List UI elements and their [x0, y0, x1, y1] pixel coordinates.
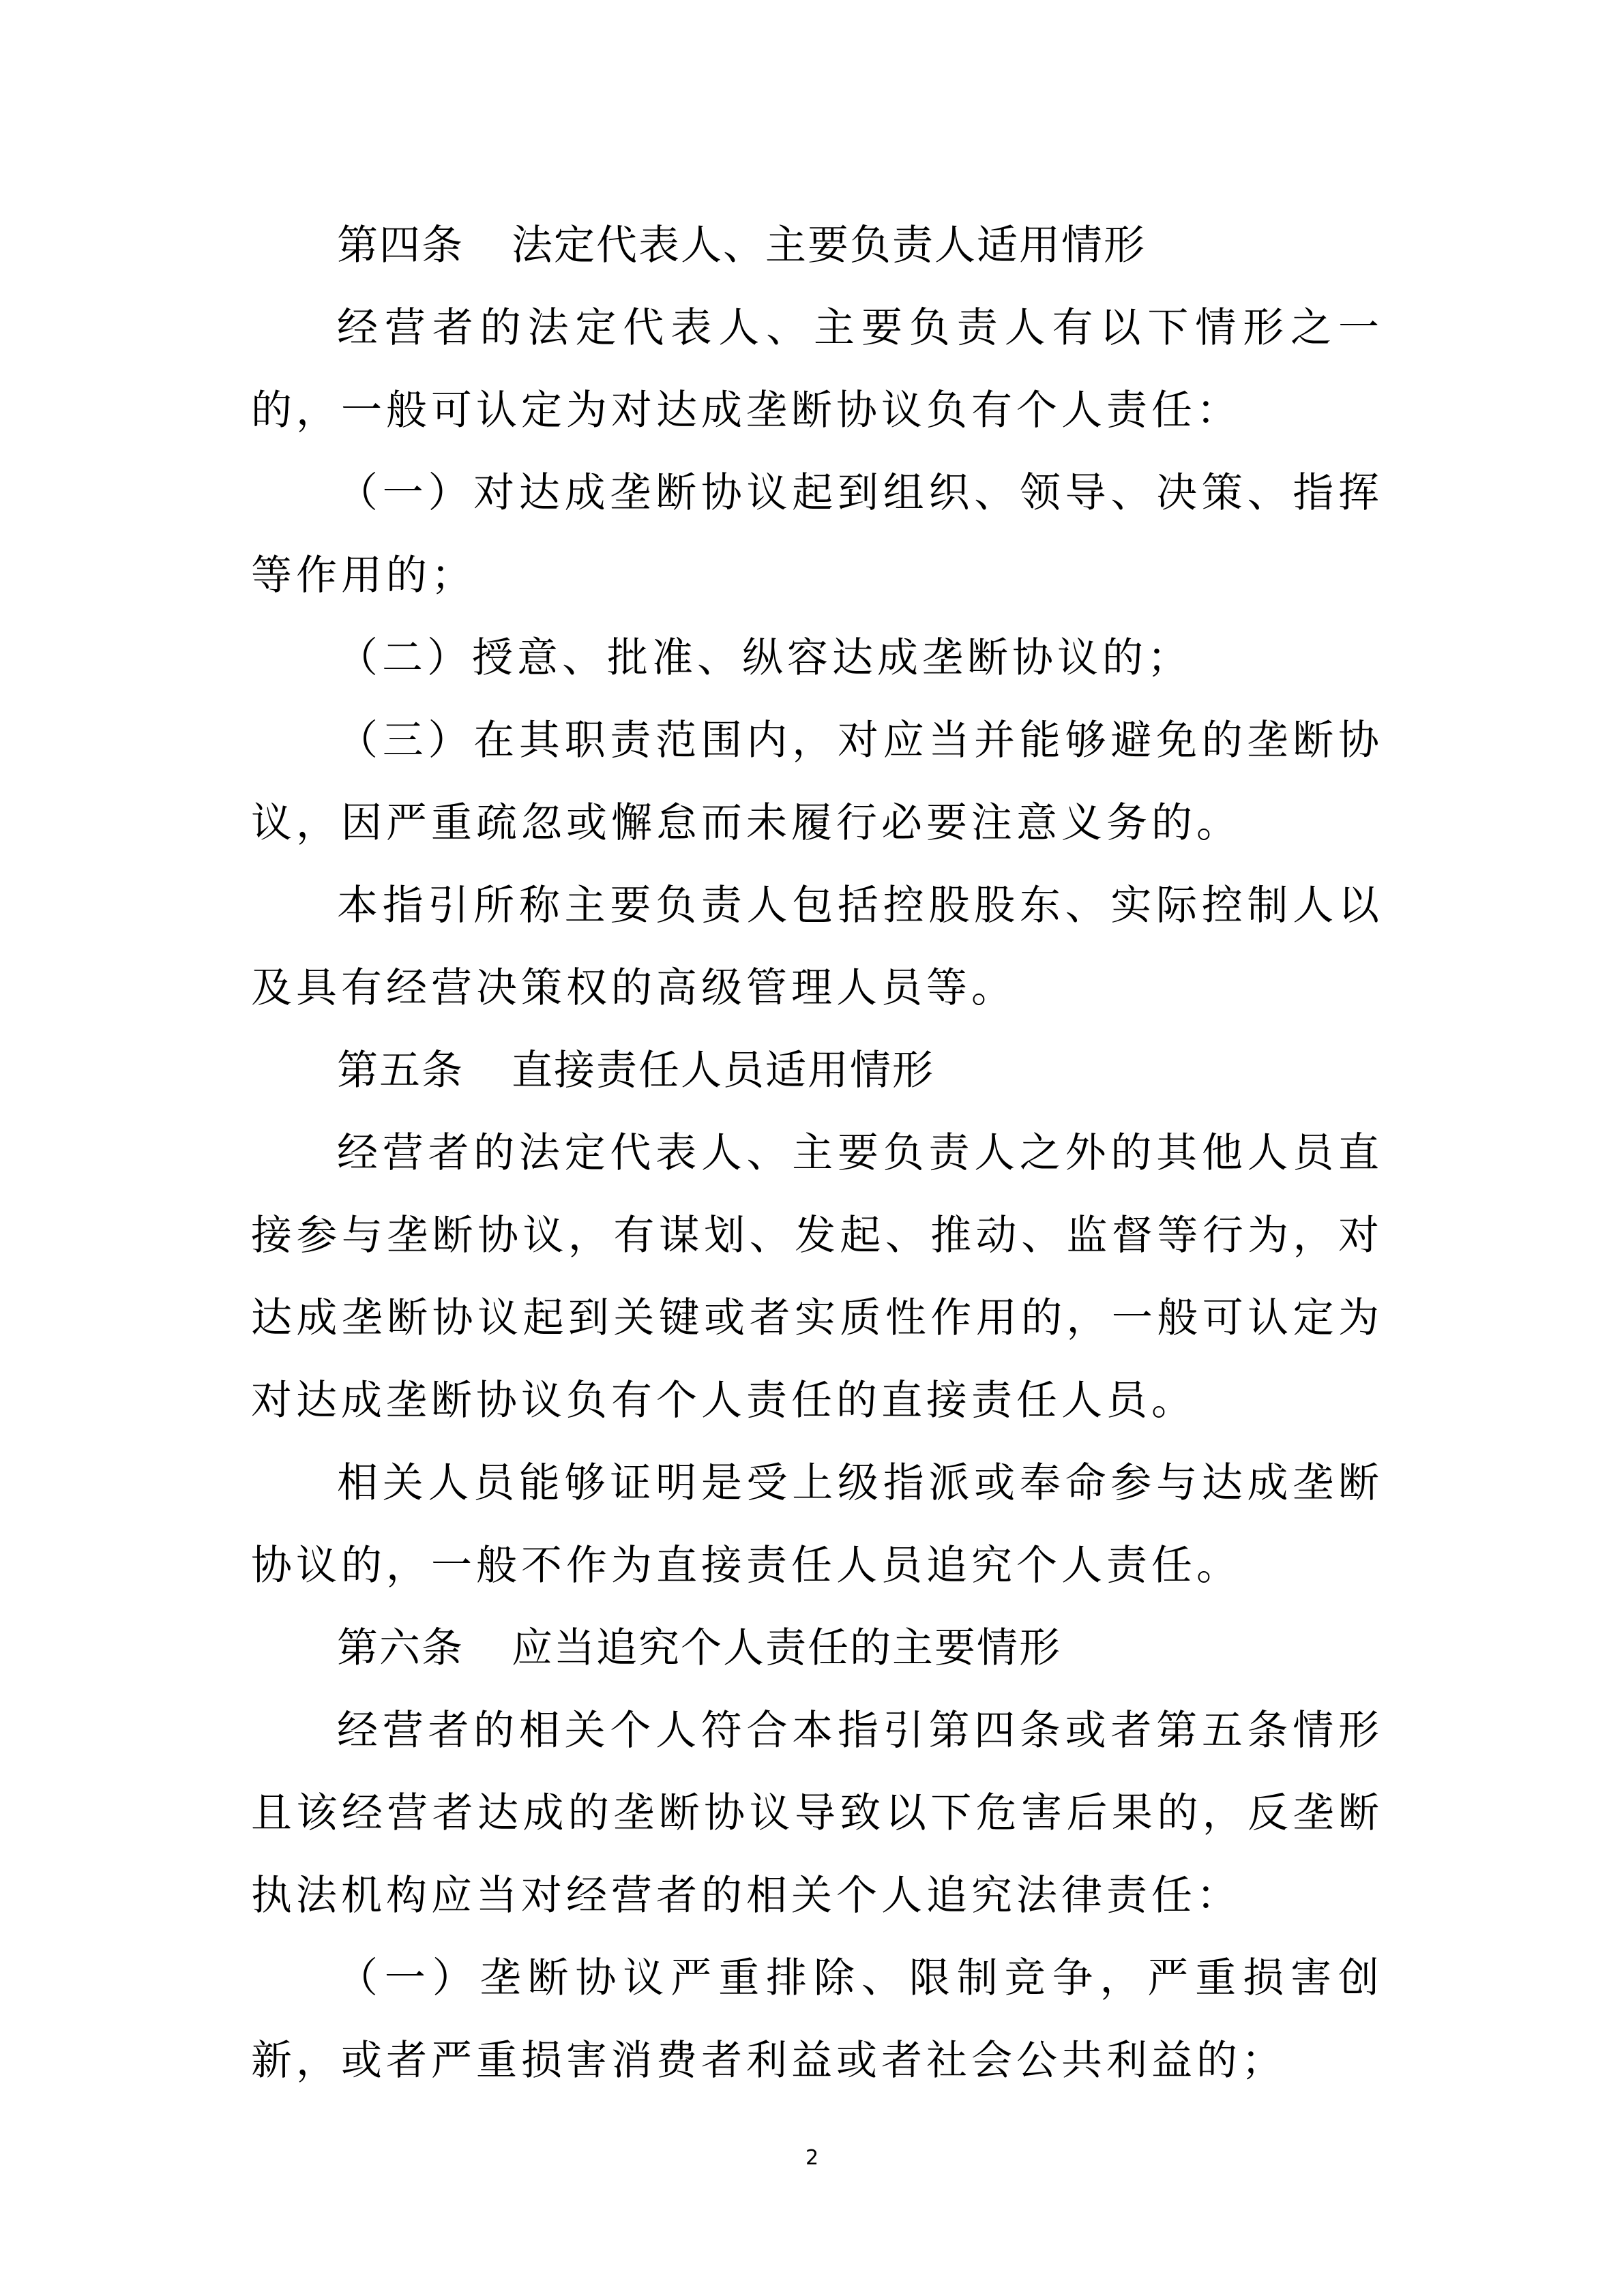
- article-5-title: 直接责任人员适用情形: [512, 1047, 934, 1094]
- article-4-paragraph-2: （一）对达成垄断协议起到组织、领导、决策、指挥等作用的；: [251, 469, 1383, 599]
- article-4-title: 法定代表人、主要负责人适用情形: [512, 222, 1146, 269]
- article-4-number: 第四条: [337, 222, 464, 269]
- article-4-paragraph-5: 本指引所称主要负责人包括控股股东、实际控制人以及具有经营决策权的高级管理人员等。: [251, 882, 1383, 1012]
- article-5-number: 第五条: [337, 1047, 464, 1094]
- article-4-heading: [251, 205, 1383, 287]
- article-5-heading: [251, 1030, 1383, 1112]
- article-6-paragraph-1: 经营者的相关个人符合本指引第四条或者第五条情形且该经营者达成的垄断协议导致以下危害后果的，反垄断执法机构应当对经营者的相关个人追究法律责任：: [251, 1707, 1383, 1920]
- article-4-paragraph-3: （二）授意、批准、纵容达成垄断协议的；: [337, 634, 1192, 682]
- article-5-paragraph-1: 经营者的法定代表人、主要负责人之外的其他人员直接参与垄断协议，有谋划、发起、推动、监督等行为，对达成垄断协议起到关键或者实质性作用的，一般可认定为对达成垄断协议负有个人责任的直接责任人员。: [251, 1129, 1383, 1425]
- article-6-number: 第六条: [337, 1624, 464, 1672]
- article-6-paragraph-2: （一）垄断协议严重排除、限制竞争，严重损害创新，或者严重损害消费者利益或者社会公共利益的；: [251, 1954, 1383, 2085]
- article-6-title: 应当追究个人责任的主要情形: [512, 1624, 1061, 1672]
- article-4-paragraph-4: （三）在其职责范围内，对应当并能够避免的垄断协议，因严重疏忽或懈怠而未履行必要注意义务的。: [251, 717, 1383, 847]
- page-number: 2: [805, 2146, 819, 2170]
- article-6-heading: [251, 1607, 1383, 1690]
- article-4-paragraph-1: 经营者的法定代表人、主要负责人有以下情形之一的，一般可认定为对达成垄断协议负有个人责任：: [251, 304, 1383, 434]
- document-body: [251, 205, 1383, 2102]
- article-5-paragraph-2: 相关人员能够证明是受上级指派或奉命参与达成垄断协议的，一般不作为直接责任人员追究个人责任。: [251, 1459, 1383, 1590]
